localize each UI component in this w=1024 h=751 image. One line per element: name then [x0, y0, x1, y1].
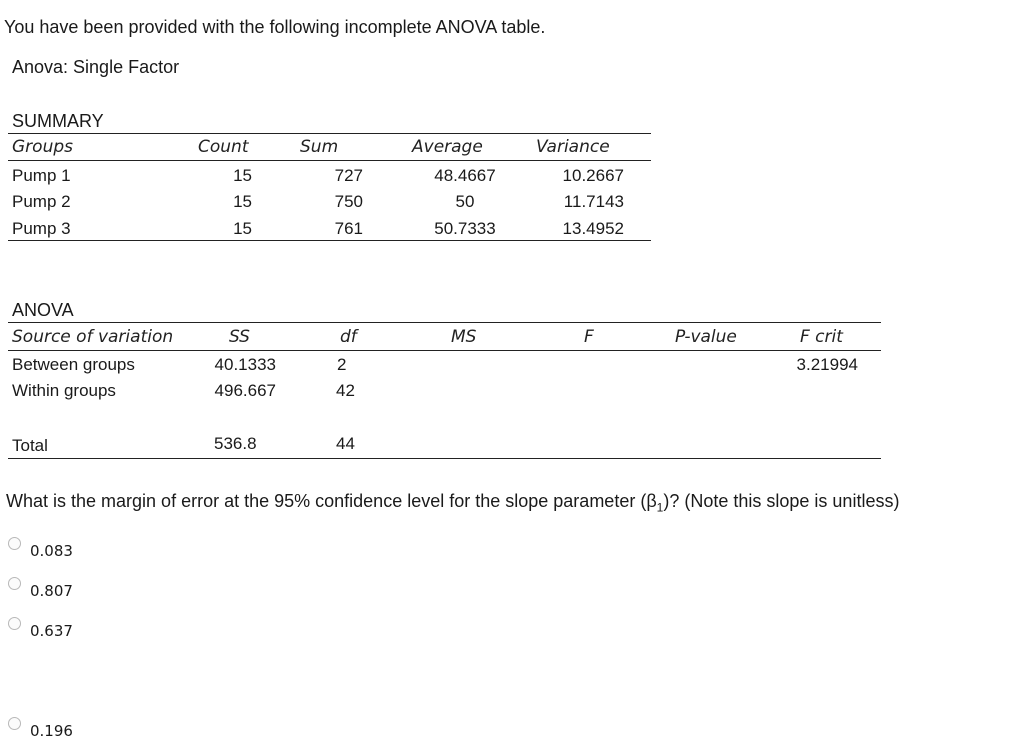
summary-top-rule: [8, 133, 651, 134]
summary-cell: Pump 3: [12, 219, 71, 238]
option-label[interactable]: 0.083: [30, 542, 73, 560]
question-text-part: )? (Note this slope is unitless): [663, 491, 900, 511]
summary-cell: 50.7333: [434, 219, 496, 238]
anova-total-label: Total: [12, 436, 48, 455]
summary-cell: Pump 2: [12, 192, 71, 211]
summary-header-count: Count: [198, 137, 249, 157]
anova-header-f: F: [584, 327, 594, 347]
summary-header-variance: Variance: [536, 137, 610, 157]
summary-cell: 13.4952: [562, 219, 624, 238]
radio-button[interactable]: [8, 717, 21, 730]
summary-header-sum: Sum: [300, 137, 339, 157]
anova-cell: Within groups: [12, 381, 116, 400]
anova-cell: 3.21994: [796, 355, 858, 374]
summary-cell: 15: [233, 166, 252, 185]
summary-cell: 10.2667: [562, 166, 624, 185]
anova-header-pvalue: P-value: [675, 327, 737, 347]
question-text-part: What is the margin of error at the 95% confidence level for the slope parameter (β: [6, 491, 657, 511]
summary-cell: 727: [334, 166, 363, 185]
summary-cell: Pump 1: [12, 166, 71, 185]
anova-cell: 40.1333: [214, 355, 276, 374]
anova-total-ss: 536.8: [214, 434, 257, 453]
summary-cell: 50: [455, 192, 475, 211]
anova-cell: 42: [336, 381, 355, 400]
anova-cell: Between groups: [12, 355, 135, 374]
summary-cell: 761: [334, 219, 363, 238]
anova-header-fcrit: F crit: [800, 327, 843, 347]
summary-cell: 15: [233, 192, 252, 211]
anova-header-source: Source of variation: [12, 327, 174, 347]
anova-total-df: 44: [336, 434, 355, 453]
summary-cell: 11.7143: [563, 192, 624, 211]
option-label[interactable]: 0.196: [30, 722, 73, 740]
anova-title: Anova: Single Factor: [12, 57, 180, 77]
question-subscript: 1: [656, 500, 664, 515]
question-text: [6, 491, 899, 515]
anova-header-df: df: [340, 327, 357, 347]
anova-header-ms: MS: [451, 327, 477, 347]
radio-button[interactable]: [8, 617, 21, 630]
summary-cell: 750: [334, 192, 363, 211]
summary-cell: 48.4667: [434, 166, 496, 185]
summary-bottom-rule: [8, 240, 651, 241]
intro-text: You have been provided with the following incomplete ANOVA table.: [4, 17, 546, 37]
anova-header-ss: SS: [229, 327, 250, 347]
summary-heading: SUMMARY: [12, 111, 104, 131]
anova-heading: ANOVA: [12, 300, 74, 320]
option-label[interactable]: 0.807: [30, 582, 73, 600]
anova-cell: 496.667: [214, 381, 276, 400]
summary-header-groups: Groups: [12, 137, 73, 157]
anova-bottom-rule: [8, 458, 881, 459]
anova-top-rule: [8, 322, 881, 323]
radio-button[interactable]: [8, 577, 21, 590]
anova-header-rule: [8, 350, 881, 351]
radio-button[interactable]: [8, 537, 21, 550]
anova-cell: 2: [337, 355, 347, 374]
summary-cell: 15: [233, 219, 252, 238]
option-label[interactable]: 0.637: [30, 622, 73, 640]
summary-header-rule: [8, 160, 651, 161]
summary-header-average: Average: [412, 137, 483, 157]
